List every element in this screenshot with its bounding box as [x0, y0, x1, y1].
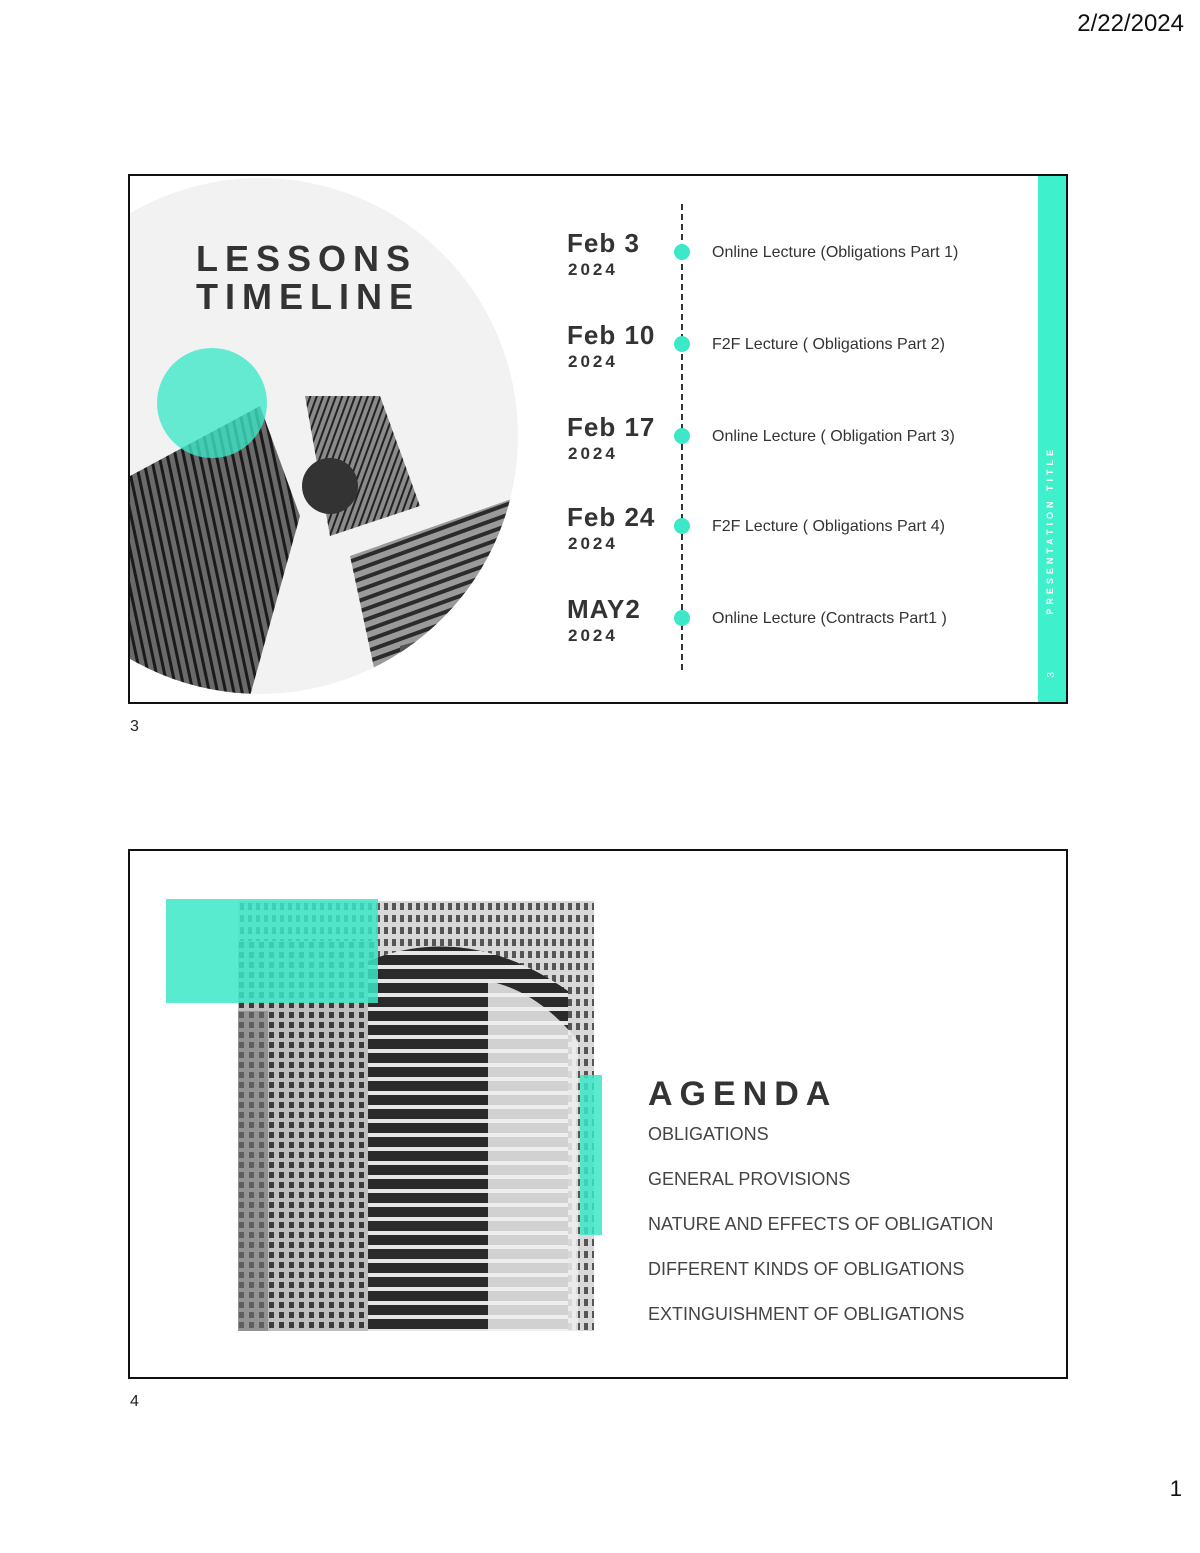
slide-agenda	[128, 849, 1068, 1379]
timeline-dot	[674, 518, 690, 534]
side-presentation-title: PRESENTATION TITLE	[1045, 446, 1055, 615]
accent-rectangle	[166, 899, 378, 1003]
timeline-item	[567, 228, 1027, 288]
timeline-item	[567, 412, 1027, 472]
side-slide-number: 3	[1046, 672, 1057, 678]
agenda-item: EXTINGUISHMENT OF OBLIGATIONS	[648, 1304, 965, 1324]
timeline-year: 2024	[568, 444, 618, 463]
timeline-dot	[674, 428, 690, 444]
timeline-date: MAY2	[567, 594, 641, 624]
timeline-year: 2024	[568, 626, 618, 645]
agenda-item: DIFFERENT KINDS OF OBLIGATIONS	[648, 1259, 965, 1279]
timeline-label: Online Lecture (Contracts Part1 )	[712, 610, 947, 627]
timeline-year: 2024	[568, 352, 618, 371]
timeline-date: Feb 10	[567, 320, 656, 350]
side-accent-bar	[1038, 176, 1066, 702]
page-date: 2/22/2024	[1077, 10, 1184, 37]
agenda-item: NATURE AND EFFECTS OF OBLIGATION	[648, 1214, 994, 1234]
timeline-year: 2024	[568, 260, 618, 279]
timeline-label: F2F Lecture ( Obligations Part 2)	[712, 336, 945, 353]
timeline-label: Online Lecture (Obligations Part 1)	[712, 244, 959, 261]
timeline-year: 2024	[568, 534, 618, 553]
timeline-dot	[674, 336, 690, 352]
accent-bar	[580, 1075, 602, 1235]
agenda-item: GENERAL PROVISIONS	[648, 1169, 851, 1189]
slide-number: 4	[130, 1393, 139, 1410]
timeline-label: F2F Lecture ( Obligations Part 4)	[712, 518, 945, 535]
timeline-item	[567, 594, 1027, 654]
slide-title: LESSONS TIMELINE	[196, 238, 420, 317]
agenda-list	[648, 1123, 993, 1348]
agenda-item: OBLIGATIONS	[648, 1124, 769, 1144]
timeline-item	[567, 320, 1027, 380]
slide-lessons-timeline	[128, 174, 1068, 704]
timeline-label: Online Lecture ( Obligation Part 3)	[712, 428, 955, 445]
timeline-date: Feb 17	[567, 412, 656, 442]
timeline-date: Feb 24	[567, 502, 656, 532]
timeline-item	[567, 502, 1027, 562]
slide-title: AGENDA	[648, 1075, 838, 1113]
timeline-dot	[674, 610, 690, 626]
page-number: 1	[1169, 1476, 1182, 1501]
timeline-dot	[674, 244, 690, 260]
slide-number: 3	[130, 718, 139, 735]
accent-circle	[157, 348, 267, 458]
timeline-date: Feb 3	[567, 228, 640, 258]
